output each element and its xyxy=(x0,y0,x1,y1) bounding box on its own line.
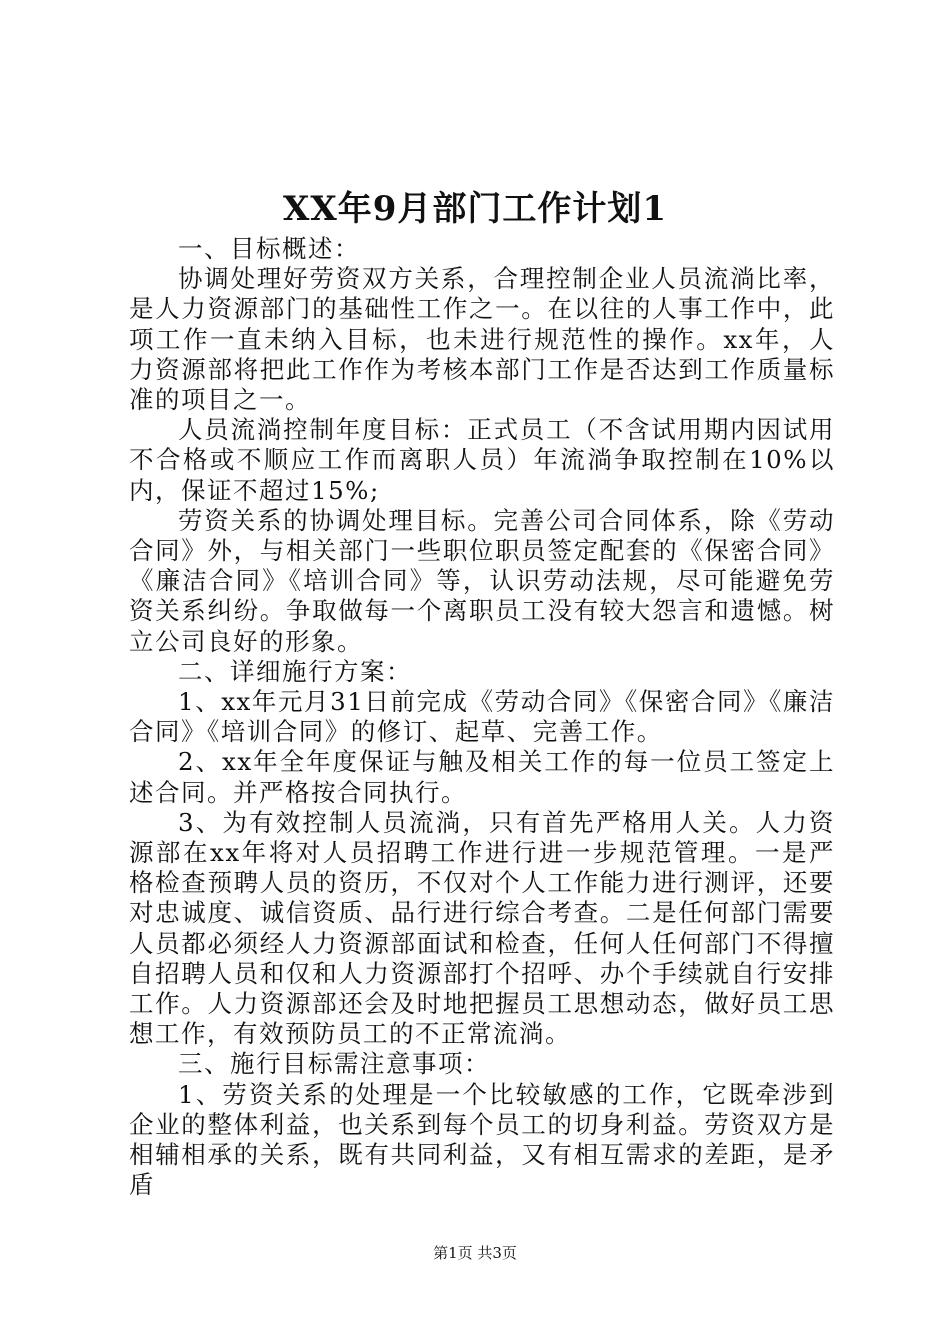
section-heading-notes: 三、施行目标需注意事项： xyxy=(178,1049,490,1079)
section-heading-implementation: 二、详细施行方案： xyxy=(178,656,412,686)
paragraph-plan-item-2: 2、xx年全年度保证与触及相关工作的每一位员工签定上述合同。并严格按合同执行。 xyxy=(129,747,835,807)
page-footer: 第1页 共3页 xyxy=(433,1244,517,1262)
paragraph-plan-item-3: 3、为有效控制人员流淌，只有首先严格用人关。人力资源部在xx年将对人员招聘工作进行进一步规范管理。一是严格检查预聘人员的资历，不仅对个人工作能力进行测评，还要对忠诚度、诚信资质、品行进行综合考查。二是任何部门需要人员都必须经人力资源部面试和检查，任何人任何部门不得擅自招聘人员和仅和人力资源部打个招呼、办个手续就自行安排工作。人力资源部还会及时地把握员工思想动态，做好员工思想工作，有效预防员工的不正常流淌。 xyxy=(129,807,835,1049)
paragraph-labor-relations-target: 劳资关系的协调处理目标。完善公司合同体系，除《劳动合同》外，与相关部门一些职位职员签定配套的《保密合同》《廉洁合同》《培训合同》等，认识劳动法规，尽可能避免劳资关系纠纷。争取做每一个离职员工没有较大怨言和遗憾。树立公司良好的形象。 xyxy=(129,505,835,656)
paragraph-plan-item-1: 1、xx年元月31日前完成《劳动合同》《保密合同》《廉洁合同》《培训合同》的修订、起草、完善工作。 xyxy=(129,687,835,747)
paragraph-notes-item-1: 1、劳资关系的处理是一个比较敏感的工作，它既牵涉到企业的整体利益，也关系到每个员工的切身利益。劳资双方是相辅相承的关系，既有共同利益，又有相互需求的差距，是矛盾 xyxy=(129,1079,835,1200)
section-heading-goals: 一、目标概述： xyxy=(178,234,360,263)
paragraph-turnover-target: 人员流淌控制年度目标：正式员工（不含试用期内因试用不合格或不顺应工作而离职人员）年流淌争取控制在10%以内，保证不超过15%; xyxy=(129,415,835,505)
paragraph-goals-overview: 协调处理好劳资双方关系，合理控制企业人员流淌比率，是人力资源部门的基础性工作之一。在以往的人事工作中，此项工作一直未纳入目标，也未进行规范性的操作。xx年，人力资源部将把此工作作为考核本部门工作是否达到工作质量标准的项目之一。 xyxy=(129,264,835,415)
document-title: XX年9月部门工作计划1 xyxy=(282,189,668,229)
document-body xyxy=(129,234,835,1201)
